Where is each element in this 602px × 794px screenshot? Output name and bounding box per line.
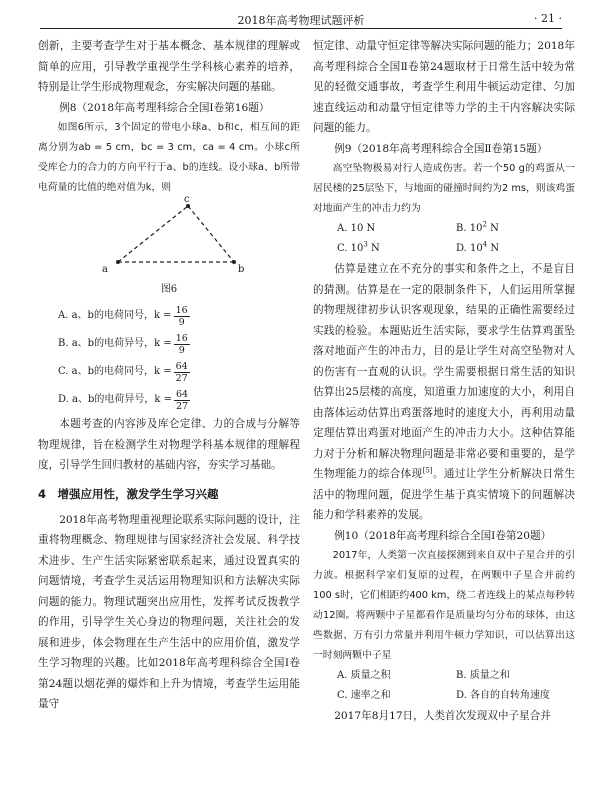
fraction: $\frac{16}{9}$ <box>175 304 188 328</box>
triangle-diagram <box>38 198 300 280</box>
label-b: b <box>238 264 245 275</box>
charge-a <box>116 260 120 264</box>
citation: [5] <box>422 466 433 475</box>
paragraph: 估算是建立在不充分的事实和条件之上，不是盲目的猜测。估算是在一定的限制条件下，人们运用所掌握的物理规律初步认识客观现象，结果的正确性需要经过实践的检验。本题贴近生活实际，要求学生估算鸡蛋坠落对地面产生的冲击力，目的是让学生对高空坠物对人的伤害有一直观的认识。学生需要根据日常生活的知识估算出25层楼的高度，知道重力加速度的大小，利用自由落体运动估算出鸡蛋落地时的速度大小，再利用动量定理估算出鸡蛋对地面产生的冲击力大小。这种估算能力对于分析和解决物理问题是非常必要和重要的，是学生物理能力的综合体现[5]。通过让学生分析解决日常生活中的物理问题，促进学生基于真实情境下的问题解决能力和学科素养的发展。 <box>313 263 576 521</box>
example-10-title: 例10（2018年高考理科综合全国Ⅰ卷第20题） <box>334 529 552 542</box>
example-10-options <box>313 666 575 706</box>
option-c: C. $10^3$ N <box>337 240 380 254</box>
example-9-question: 高空坠物极易对行人造成伤害。若一个50 g的鸡蛋从一居民楼的25层坠下，与地面的碰撞时间约为2 ms，则该鸡蛋对地面产生的冲击力约为 <box>313 163 575 214</box>
journal-title: 2018年高考物理试题评析 <box>237 14 365 27</box>
paragraph: 恒定律、动量守恒定律等解决实际问题的能力；2018年高考理科综合全国Ⅱ卷第24题取材于日常生活中较为常见的轻微交通事故，考查学生利用牛顿运动定律、匀加速直线运动和动量守恒定律等力学的主干内容解决实际问题的能力。 <box>313 40 575 134</box>
option-b <box>38 330 300 358</box>
page-number: · 21 · <box>534 12 562 25</box>
option-d: D. 各自的自转角速度 <box>456 690 551 701</box>
paragraph: 创新，主要考查学生对于基本概念、基本规律的理解或简单的应用，引导教学重视学生学科核心素养的培养，特别是让学生形成物理观念，夯实解决问题的基础。 <box>38 40 300 93</box>
option-d <box>38 386 300 414</box>
option-text: D. a、b的电荷异号，k = <box>58 393 172 405</box>
paragraph: 本题考查的内容涉及库仑定律、力的合成与分解等物理规律，旨在检测学生对物理学科基本规律的理解程度，引导学生回归教材的基础内容，夯实学习基础。 <box>38 418 300 471</box>
example-10-question: 2017年，人类第一次直接探测到来自双中子星合并的引力波。根据科学家们复原的过程，在两颗中子星合并前约100 s时，它们相距约400 km，绕二者连线上的某点每秒转动12圈。将两颗中子星都看作是质量均匀分布的球体，由这些数据、万有引力常量并利用牛顿力学知识，可以估算出这一时刻两颗中子星 <box>313 550 575 661</box>
option-a: A. 10 N <box>337 223 376 234</box>
figure-caption: 图6 <box>160 284 178 295</box>
example-9-title: 例9（2018年高考理科综合全国Ⅱ卷第15题） <box>334 142 548 155</box>
paragraph: 2018年高考物理重视理论联系实际问题的设计，注重将物理概念、物理规律与国家经济社会发展、科学技术进步、生产生活实际紧密联系起来，通过设置真实的问题情境，考查学生灵活运用物理知识和方法解决实际问题的能力。物理试题突出应用性，发挥考试反拨教学的作用，引导学生关心身边的物理问题，关注社会的发展和进步，体会物理在生产生活中的应用价值，激发学生学习物理的兴趣。比如2018年高考理科综合全国Ⅰ卷第24题以烟花弹的爆炸和上升为情境，考查学生运用能量守 <box>38 513 300 710</box>
option-d: D. $10^4$ N <box>456 240 500 254</box>
page-header <box>40 10 562 29</box>
charge-b <box>232 260 236 264</box>
left-column <box>38 36 300 715</box>
fraction: $\frac{16}{9}$ <box>175 332 188 356</box>
label-a: a <box>102 264 108 275</box>
label-c: c <box>184 194 190 205</box>
example-8-question: 如图6所示，3个固定的带电小球a、b和c，相互间的距离分别为ab = 5 cm，bc = 3 cm，ca = 4 cm。小球c所受库仑力的合力的方向平行于a、b的连线。设小球a、b所带电荷量的比值的绝对值为k，则 <box>38 122 300 193</box>
option-a <box>38 302 300 330</box>
option-text: B. a、b的电荷异号，k = <box>58 337 172 349</box>
option-text: C. a、b的电荷同号，k = <box>58 365 172 377</box>
fraction: $\frac{64}{27}$ <box>175 360 188 384</box>
line-cb <box>188 206 234 262</box>
option-b: B. $10^2$ N <box>456 220 499 234</box>
option-c <box>38 358 300 386</box>
option-text: A. a、b的电荷同号，k = <box>58 309 172 321</box>
right-column <box>313 36 575 727</box>
section-heading: 4 增强应用性，激发学生学习兴趣 <box>38 486 219 501</box>
example-8-title: 例8（2018年高考理科综合全国Ⅰ卷第16题） <box>59 101 270 114</box>
fraction: $\frac{64}{27}$ <box>176 388 189 412</box>
line-ac <box>118 206 188 262</box>
figure-6 <box>38 194 300 280</box>
example-9-options <box>313 219 575 259</box>
option-b: B. 质量之和 <box>456 670 510 681</box>
paragraph: 2017年8月17日，人类首次发现双中子星合并 <box>334 710 551 722</box>
option-a: A. 质量之积 <box>337 670 391 681</box>
option-c: C. 速率之和 <box>337 690 391 701</box>
